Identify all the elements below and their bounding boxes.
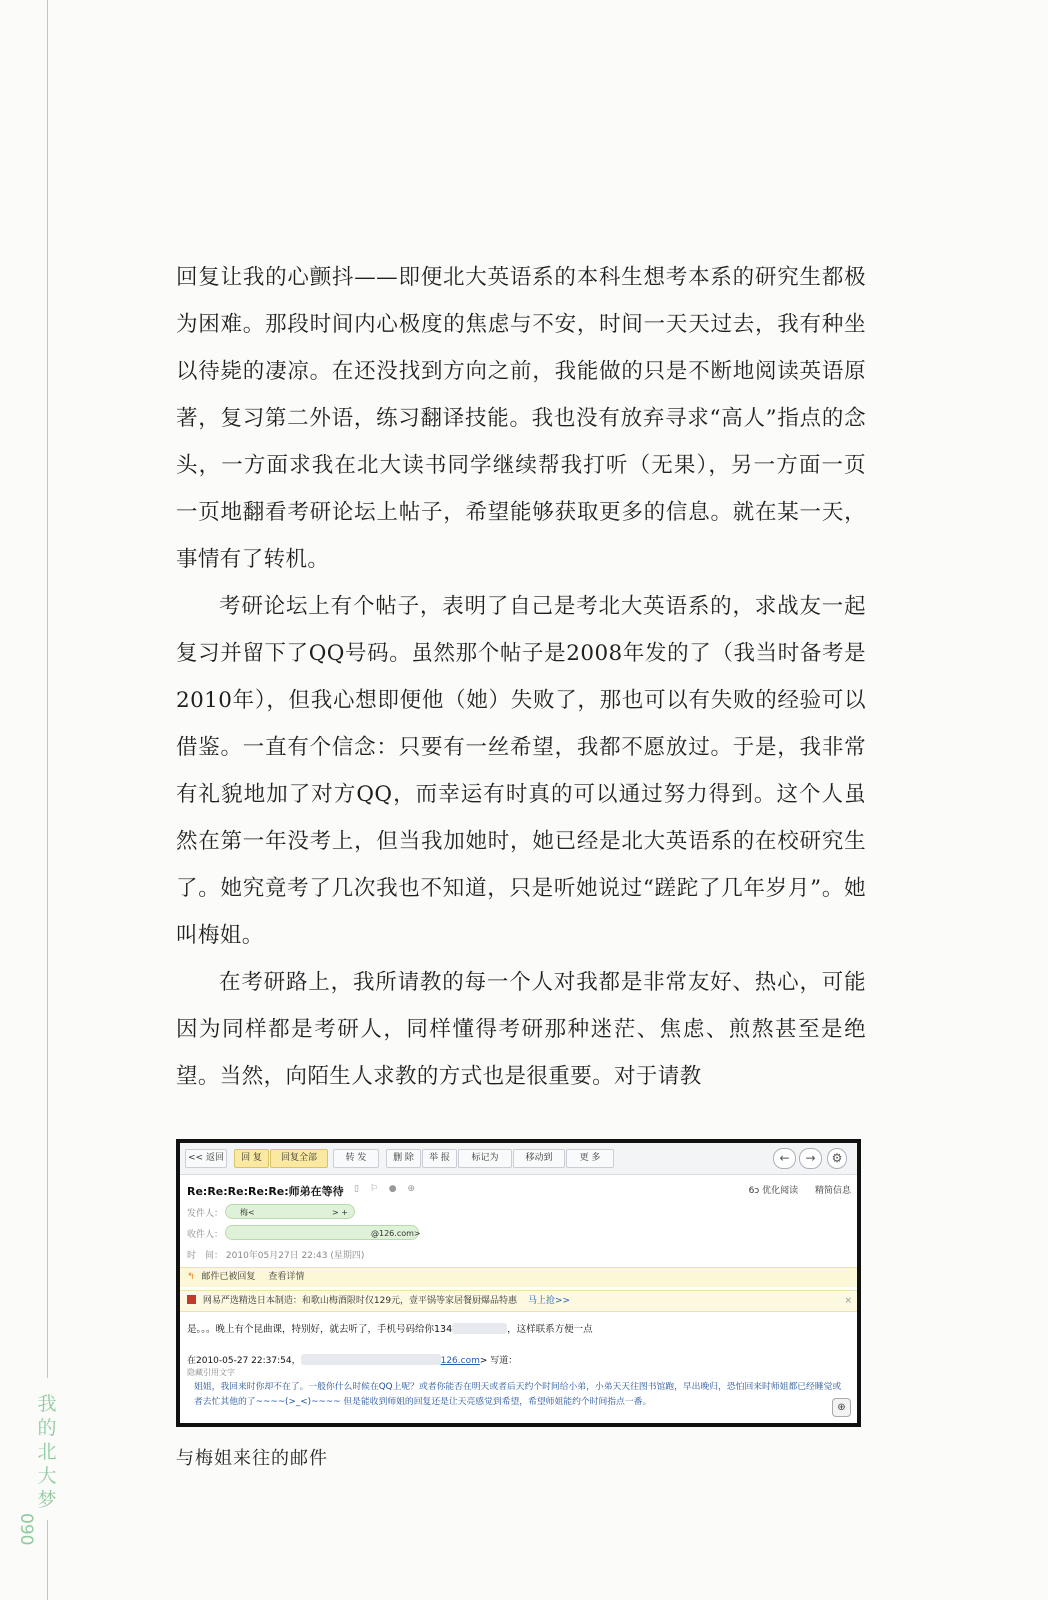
reply-button[interactable]: 回 复 [234,1149,269,1168]
email-body-start: 是。。。晚上有个昆曲课，特别好，就去听了，手机号码给你134 [187,1324,453,1335]
reply-all-button[interactable]: 回复全部 [270,1149,328,1168]
report-button[interactable]: 举 报 [422,1149,457,1168]
quote-wrote: > 写道： [479,1356,518,1366]
more-button[interactable]: 更 多 [566,1149,614,1168]
replied-status-bar [180,1267,857,1287]
email-meta-icons[interactable]: ▯ ⚐ ● ⊕ [354,1184,419,1194]
delete-button[interactable]: 删 除 [386,1149,421,1168]
move-to-button[interactable]: 移动到 [513,1149,565,1168]
quote-email-link[interactable]: 126.com [440,1356,480,1366]
paragraph-1: 回复让我的心颤抖——即便北大英语系的本科生想考本系的研究生都极为困难。那段时间内心极度的焦虑与不安，时间一天天过去，我有种坐以待毙的凄凉。在还没找到方向之前，我能做的只是不断地阅读英语原著，复习第二外语，练习翻译技能。我也没有放弃寻求“高人”指点的念头，一方面求我在北大读书同学继续帮我打听（无果），另一方面一页一页地翻看考研论坛上帖子，希望能够获取更多的信息。就在某一天，事情有了转机。 [176,265,866,572]
from-pill[interactable] [225,1204,355,1219]
quote-header [187,1353,517,1366]
redacted-phone [452,1323,507,1334]
from-value: 梅< [240,1208,255,1217]
body-text [176,254,866,1100]
date-label: 时 间： [187,1251,224,1261]
page-number: 090 [16,1513,36,1546]
next-arrow-icon[interactable]: → [799,1148,822,1169]
to-pill[interactable]: @126.com> [225,1225,419,1240]
ad-bar [180,1290,857,1312]
from-suffix: > + [332,1208,348,1217]
margin-line-bottom [47,1520,48,1600]
concise-info-link[interactable]: 精简信息 [814,1186,851,1196]
email-body-end: ，这样联系方便一点 [507,1324,593,1335]
email-screenshot [176,1139,861,1427]
to-label: 收件人： [187,1230,224,1240]
figure-caption: 与梅姐来往的邮件 [176,1448,328,1469]
prev-arrow-icon[interactable]: ← [773,1148,796,1169]
email-subject: Re:Re:Re:Re:Re:师弟在等待 [187,1185,344,1198]
zoom-icon[interactable]: ⊕ [832,1398,851,1417]
forward-button[interactable]: 转 发 [333,1149,379,1168]
view-detail-link[interactable]: 查看详情 [268,1272,305,1282]
hide-quote-link[interactable]: 隐藏引用文字 [187,1368,235,1377]
email-body [187,1321,593,1335]
from-label: 发件人： [187,1209,224,1219]
ad-link[interactable]: 马上抢>> [527,1296,571,1306]
mark-as-button[interactable]: 标记为 [458,1149,512,1168]
ad-badge-icon [187,1295,196,1304]
ad-close-icon[interactable]: × [844,1296,852,1306]
quote-prefix: 在2010-05-27 22:37:54， [187,1356,301,1366]
email-view-links [735,1183,851,1196]
ad-text[interactable]: 网易严选精选日本制造：和歌山梅酒限时仅129元，壹平锅等家居餐厨爆品特惠 [202,1296,518,1306]
book-title-vertical: 我的北大梦 [37,1393,57,1511]
paragraph-3: 在考研路上，我所请教的每一个人对我都是非常友好、热心，可能因为同样都是考研人，同样懂得考研那种迷茫、焦虑、煎熬甚至是绝望。当然，向陌生人求教的方式也是很重要。对于请教 [176,970,866,1089]
email-toolbar [180,1143,857,1175]
reply-arrow-icon: ↰ [187,1272,195,1282]
redacted-sender [301,1354,441,1365]
paragraph-2: 考研论坛上有个帖子，表明了自己是考北大英语系的，求战友一起复习并留下了QQ号码。虽然那个帖子是2008年发的了（我当时备考是2010年），但我心想即便他（她）失败了，那也可以有失败的经验可以借鉴。一直有个信念：只要有一丝希望，我都不愿放过。于是，我非常有礼貌地加了对方QQ，而幸运有时真的可以通过努力得到。这个人虽然在第一年没考上，但当我加她时，她已经是北大英语系的在校研究生了。她究竟考了几次我也不知道，只是听她说过“蹉跎了几年岁月”。她叫梅姐。 [176,594,866,948]
back-button[interactable]: << 返回 [185,1149,227,1168]
date-value: 2010年05月27日 22:43 (星期四) [225,1251,365,1261]
optimize-reading-link[interactable]: 6ɔ 优化阅读 [748,1186,799,1196]
settings-gear-icon[interactable]: ⚙ [827,1148,847,1169]
date-row [187,1248,364,1261]
quote-body: 姐姐，我回来时你却不在了。一般你什么时候在QQ上呢？或者你能否在明天或者后天约个时间给小弟，小弟天天往图书馆跑，早出晚归，恐怕回来时师姐都已经睡觉或者去忙其他的了~~~~(>_<)~~~~ 但是能收到师姐的回复还是让天亮感觉到希望，希望师姐能约个时间指点一番。 [194,1382,842,1407]
replied-status: 邮件已被回复 [201,1272,256,1282]
margin-line-top [47,0,48,1378]
